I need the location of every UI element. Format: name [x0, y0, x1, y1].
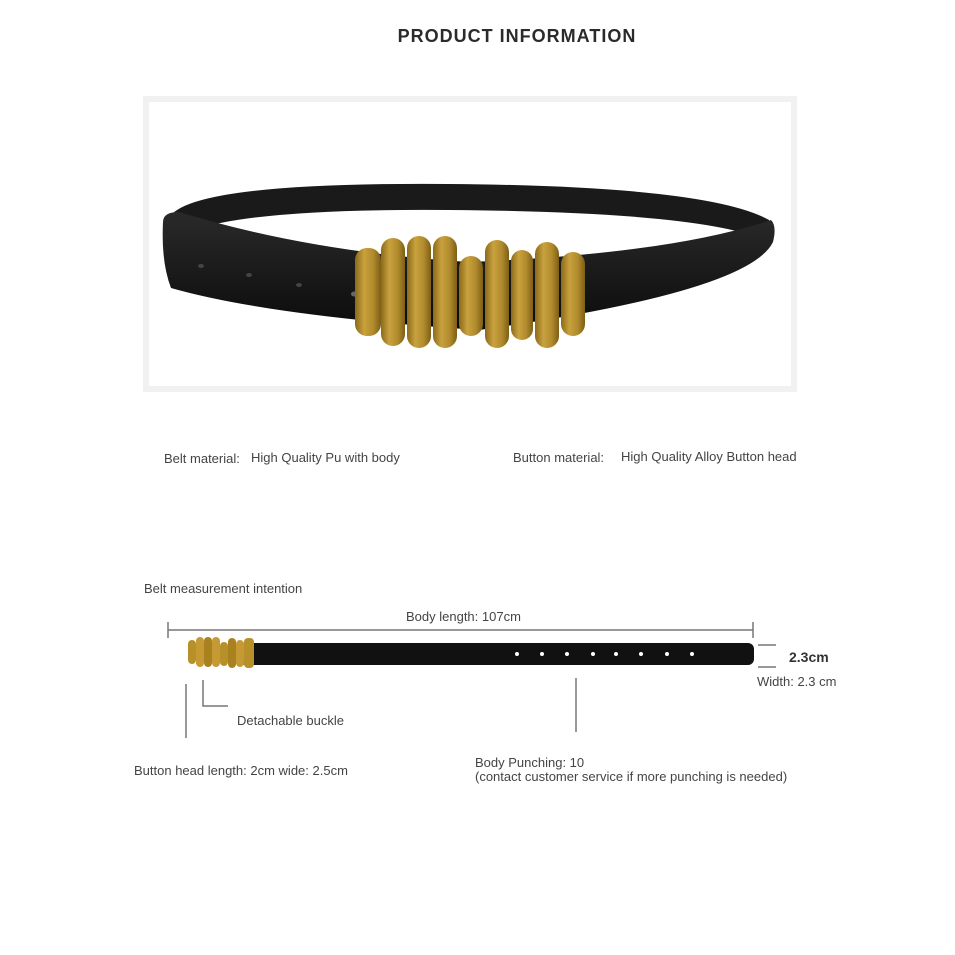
measurement-heading: Belt measurement intention [144, 581, 303, 596]
body-length-label: Body length: 107cm [406, 609, 521, 624]
belt-material-label: Belt material: [164, 451, 240, 466]
buckle-bars [355, 236, 585, 348]
body-punching-label: Body Punching: 10 [475, 755, 585, 770]
button-head-label: Button head length: 2cm wide: 2.5cm [134, 763, 348, 778]
belt-photo-illustration [149, 102, 791, 386]
diagram-buckle [188, 637, 254, 668]
detachable-buckle-label: Detachable buckle [237, 713, 344, 728]
punching-note: (contact customer service if more punching is needed) [475, 769, 788, 784]
product-photo-frame [143, 96, 797, 392]
belt-material-value: High Quality Pu with body [251, 450, 400, 465]
page-title: PRODUCT INFORMATION [397, 26, 637, 46]
product-photo [149, 102, 791, 386]
width-bold-label: 2.3cm [789, 649, 829, 665]
width-label: Width: 2.3 cm [757, 674, 837, 689]
button-material-label: Button material: [513, 450, 605, 465]
button-material-value: High Quality Alloy Button head [621, 449, 797, 464]
